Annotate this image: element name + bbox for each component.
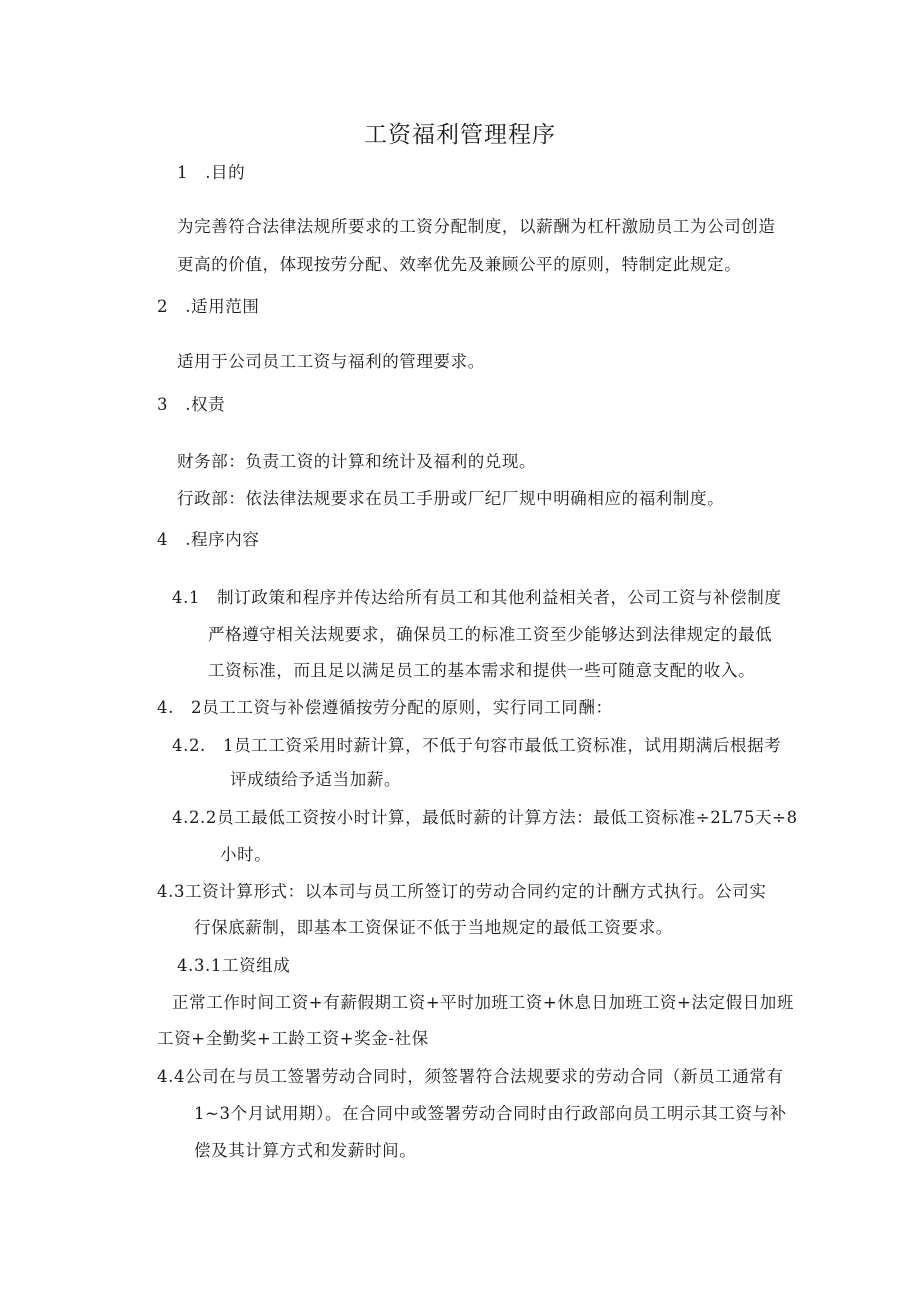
paragraph-line: 为完善符合法律法规所要求的工资分配制度，以薪酬为杠杆激励员工为公司创造 (177, 217, 776, 236)
paragraph-line: 偿及其计算方式和发薪时间。 (194, 1141, 417, 1160)
clause-4-2: 4. 2员工工资与补偿遵循按劳分配的原则，实行同工同酬： (157, 698, 613, 717)
paragraph-line: 工资+全勤奖+工龄工资+奖金-社保 (157, 1029, 429, 1048)
clause-4-1: 4.1 制订政策和程序并传达给所有员工和其他利益相关者，公司工资与补偿制度 (172, 588, 782, 607)
paragraph-line: 1~3个月试用期）。在合同中或签署劳动合同时由行政部向员工明示其工资与补 (194, 1104, 787, 1123)
paragraph-line: 行政部：依法律法规要求在员工手册或厂纪厂规中明确相应的福利制度。 (177, 489, 725, 508)
clause-4-3: 4.3工资计算形式：以本司与员工所签订的劳动合同约定的计酬方式执行。公司实 (157, 882, 767, 901)
section-2-heading: 2 .适用范围 (157, 297, 260, 316)
section-3-heading: 3 .权责 (157, 395, 226, 414)
clause-4-2-1: 4.2. 1员工工资采用时薪计算，不低于句容市最低工资标准，试用期满后根据考 (172, 736, 782, 755)
paragraph-line: 评成绩给予适当加薪。 (230, 770, 401, 789)
paragraph-line: 正常工作时间工资+有薪假期工资+平时加班工资+休息日加班工资+法定假日加班 (172, 993, 795, 1012)
paragraph-line: 小时。 (220, 845, 272, 864)
section-1-heading: 1 .目的 (177, 163, 246, 182)
paragraph-line: 适用于公司员工工资与福利的管理要求。 (177, 352, 485, 371)
paragraph-line: 工资标准，而且足以满足员工的基本需求和提供一些可随意支配的收入。 (208, 661, 756, 680)
clause-4-3-1: 4.3.1工资组成 (177, 956, 291, 975)
paragraph-line: 更高的价值，体现按劳分配、效率优先及兼顾公平的原则，特制定此规定。 (177, 255, 742, 274)
clause-4-4: 4.4公司在与员工签署劳动合同时，须签署符合法规要求的劳动合同（新员工通常有 (157, 1067, 784, 1086)
section-4-heading: 4 .程序内容 (157, 530, 260, 549)
paragraph-line: 严格遵守相关法规要求，确保员工的标准工资至少能够达到法律规定的最低 (208, 625, 773, 644)
paragraph-line: 行保底薪制，即基本工资保证不低于当地规定的最低工资要求。 (194, 918, 673, 937)
document-title: 工资福利管理程序 (364, 122, 556, 148)
clause-4-2-2: 4.2.2员工最低工资按小时计算，最低时薪的计算方法：最低工资标准÷2L75天÷8 (172, 808, 798, 827)
paragraph-line: 财务部：负责工资的计算和统计及福利的兑现。 (177, 452, 537, 471)
